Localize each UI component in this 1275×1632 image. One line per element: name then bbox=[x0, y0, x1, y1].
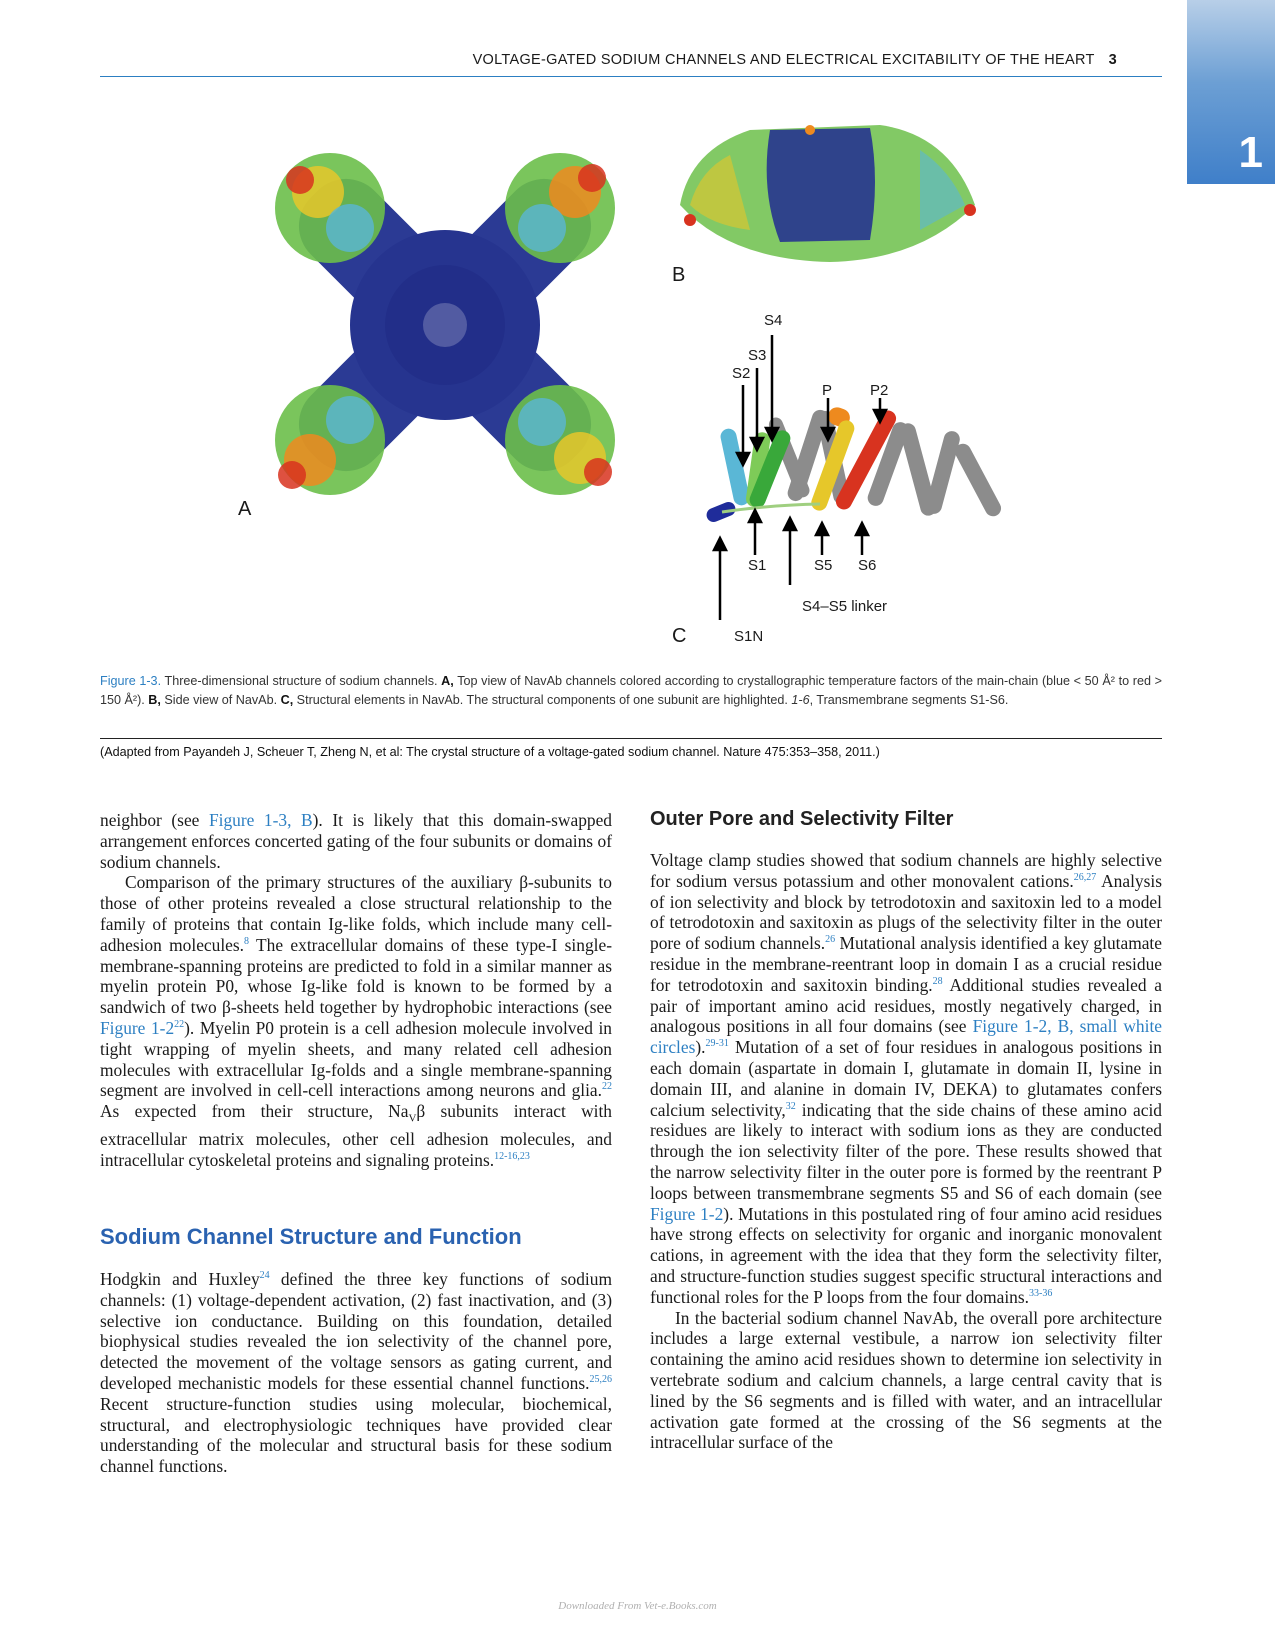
subsection-title: Outer Pore and Selectivity Filter bbox=[650, 808, 954, 830]
figure-link[interactable]: Figure 1-3, B bbox=[208, 810, 313, 830]
figure-illustration bbox=[230, 110, 1030, 655]
paragraph bbox=[100, 810, 612, 872]
label-s4-s5-linker: S4–S5 linker bbox=[802, 598, 888, 615]
panel-label-c: C bbox=[672, 625, 687, 647]
adapted-source: (Adapted from Payandeh J, Scheuer T, Zheng N, et al: The crystal structure of a voltage-gated sodium channel. Nature 475:353–358, 2011.) bbox=[100, 745, 880, 759]
reference[interactable]: 26 bbox=[825, 934, 836, 946]
caption-range: 1-6 bbox=[791, 692, 810, 707]
reference[interactable]: 25,26 bbox=[589, 1374, 612, 1386]
label-p: P bbox=[822, 382, 833, 399]
running-header bbox=[473, 52, 1117, 68]
text: neighbor (see bbox=[100, 810, 209, 830]
running-title: VOLTAGE-GATED SODIUM CHANNELS AND ELECTRICAL EXCITABILITY OF THE HEART bbox=[472, 52, 1095, 68]
text: ). Myelin P0 protein is a cell adhesion molecule involved in tight wrapping of myelin sheets, and many related cell adhesion molecules with extracellular Ig-folds and a single membrane-spanning segment are involved in cell-cell interactions among neurons and glia. bbox=[100, 1017, 612, 1101]
panel-label-a: A bbox=[238, 498, 252, 520]
section-title: Sodium Channel Structure and Function bbox=[100, 1224, 522, 1250]
text: As expected from their structure, Na bbox=[100, 1101, 409, 1122]
figure-number: Figure 1-3. bbox=[100, 674, 162, 688]
reference[interactable]: 24 bbox=[259, 1270, 270, 1282]
reference[interactable]: 26,27 bbox=[1073, 872, 1097, 883]
caption-c-label: C, bbox=[280, 692, 294, 707]
subscript: V bbox=[408, 1112, 417, 1125]
right-column bbox=[650, 806, 1162, 1453]
label-p2: P2 bbox=[870, 382, 889, 399]
text: Recent structure-function studies using molecular, biochemical, structural, and electrophysiologic techniques have provided clear understanding of the molecular and structural basis for these sodium channel functions. bbox=[100, 1393, 612, 1477]
paragraph bbox=[650, 850, 1162, 1308]
label-s3: S3 bbox=[748, 347, 767, 364]
paragraph bbox=[100, 1269, 612, 1477]
label-s6: S6 bbox=[858, 557, 877, 574]
text: ). It is likely that this domain-swapped arrangement enforces concerted gating of the four subunits or domains of sodium channels. bbox=[100, 810, 612, 872]
text: Mutational analysis identified a key glutamate residue in the membrane-reentrant loop in domain I as a crucial residue for tetrodotoxin and saxitoxin binding. bbox=[650, 933, 1162, 995]
chapter-number: 1 bbox=[1238, 128, 1263, 177]
reference[interactable]: 8 bbox=[244, 935, 250, 947]
text: defined the three key functions of sodium channels: (1) voltage-dependent activation, (2) fast inactivation, and (3) selective ion conductance. Building on this foundation, detailed biophysical studies revealed the ion selectivity of the channel pore, detected the movement of the voltage sensors as gating current, and developed mechanistic models for these essential channel functions. bbox=[100, 1269, 612, 1393]
label-s1: S1 bbox=[748, 557, 767, 574]
reference[interactable]: 12-16,23 bbox=[494, 1151, 530, 1163]
panel-label-b: B bbox=[672, 264, 686, 286]
text: β subunits interact with extracellular matrix molecules, other cell adhesion molecules, and intracellular cytoskeletal proteins and signaling proteins. bbox=[100, 1101, 612, 1171]
caption-text: Three-dimensional structure of sodium channels. bbox=[161, 674, 442, 688]
header-rule bbox=[100, 76, 1162, 77]
caption-b-label: B, bbox=[148, 692, 161, 707]
figure-caption bbox=[100, 672, 1162, 709]
text: ). Mutations in this postulated ring of four amino acid residues have strong effects on selectivity for organic and inorganic monovalent cations, in agreement with the idea that they form the selectivity filter, and structure-function studies suggest specific structural interactions and functional roles for the P loops from the four domains. bbox=[650, 1203, 1162, 1307]
text: Voltage clamp studies showed that sodium channels are highly selective for sodium versus potassium and other monovalent cations. bbox=[650, 850, 1162, 891]
text: Hodgkin and Huxley bbox=[100, 1269, 260, 1290]
text: indicating that the side chains of these amino acid residues are likely to interact with sodium ions as they are conducted through the ion selectivity filter of the pore. These results showed that the narrow selectivity filter in the outer pore is formed by the reentrant P loops between transmembrane segments S5 and S6 of each domain (see bbox=[650, 1099, 1162, 1203]
figure-link[interactable]: Figure 1-2 bbox=[650, 1203, 724, 1224]
page-number: 3 bbox=[1108, 52, 1117, 68]
label-s2: S2 bbox=[732, 365, 751, 382]
caption-b-text: Side view of NavAb. bbox=[160, 692, 281, 707]
reference[interactable]: 22 bbox=[174, 1019, 185, 1031]
reference[interactable]: 22 bbox=[602, 1081, 612, 1093]
watermark: Downloaded From Vet-e.Books.com bbox=[558, 1600, 717, 1612]
figure-link[interactable]: Figure 1-2 bbox=[100, 1017, 175, 1038]
reference[interactable]: 29-31 bbox=[705, 1038, 729, 1050]
text: Analysis of ion selectivity and block by tetrodotoxin and saxitoxin led to a model of tetrodotoxin and saxitoxin as plugs of the selectivity filter in the outer pore of sodium channels. bbox=[650, 870, 1162, 954]
paragraph bbox=[100, 872, 612, 1171]
panel-b-side-view bbox=[680, 125, 976, 262]
label-s1n: S1N bbox=[734, 628, 764, 645]
figure-1-3 bbox=[230, 110, 1030, 655]
text: Comparison of the primary structures of the auxiliary β-subunits to those of other proteins revealed a close structural relationship to the family of proteins that contain Ig-like folds, which include many cell-adhesion molecules. bbox=[100, 872, 612, 955]
caption-a-text: Top view of NavAb channels colored according to crystallographic temperature factors of the main-chain (blue < 50 Å² to red > 150 Å²). bbox=[100, 674, 1162, 707]
reference[interactable]: 33-36 bbox=[1028, 1287, 1053, 1299]
label-s5: S5 bbox=[814, 557, 833, 574]
text: Mutation of a set of four residues in analogous positions in each domain (aspartate in domain I, glutamate in domain II, lysine in domain III, and alanine in domain IV, DEKA) to glutamates confers calcium selectivity, bbox=[650, 1037, 1162, 1120]
text: ). bbox=[695, 1037, 706, 1058]
paragraph bbox=[650, 1308, 1162, 1454]
caption-a-label: A, bbox=[441, 674, 454, 688]
caption-c-text: Structural elements in NavAb. The structural components of one subunit are highlighted. bbox=[293, 692, 792, 707]
text: Additional studies revealed a pair of important amino acid residues, mostly negatively charged, in analogous positions in all four domains (see bbox=[650, 974, 1162, 1037]
caption-rule bbox=[100, 738, 1162, 739]
chapter-tab bbox=[1187, 0, 1275, 184]
reference[interactable]: 28 bbox=[932, 975, 943, 987]
panel-a-top-view bbox=[230, 110, 707, 587]
caption-tail: , Transmembrane segments S1-S6. bbox=[809, 692, 1009, 707]
reference[interactable]: 32 bbox=[785, 1100, 796, 1112]
text: In the bacterial sodium channel NavAb, the overall pore architecture includes a large external vestibule, a narrow ion selectivity filter containing the amino acid residues shown to determine ion selectivity in vertebrate sodium and calcium channels, a large central cavity that is lined by the S6 segments and is filled with water, and an intracellular activation gate formed at the crossing of the S6 segments at the intracellular surface of the bbox=[650, 1307, 1162, 1453]
left-column bbox=[100, 810, 612, 1477]
text: The extracellular domains of these type-I single-membrane-spanning proteins are predicted to fold in a similar manner as myelin protein P0, whose Ig-like fold is known to be formed by a sandwich of two β-sheets held together by hydrophobic interactions (see bbox=[100, 934, 612, 1018]
label-s4: S4 bbox=[764, 312, 783, 329]
figure-link[interactable]: Figure 1-2, B, small white circles bbox=[650, 1016, 1162, 1058]
